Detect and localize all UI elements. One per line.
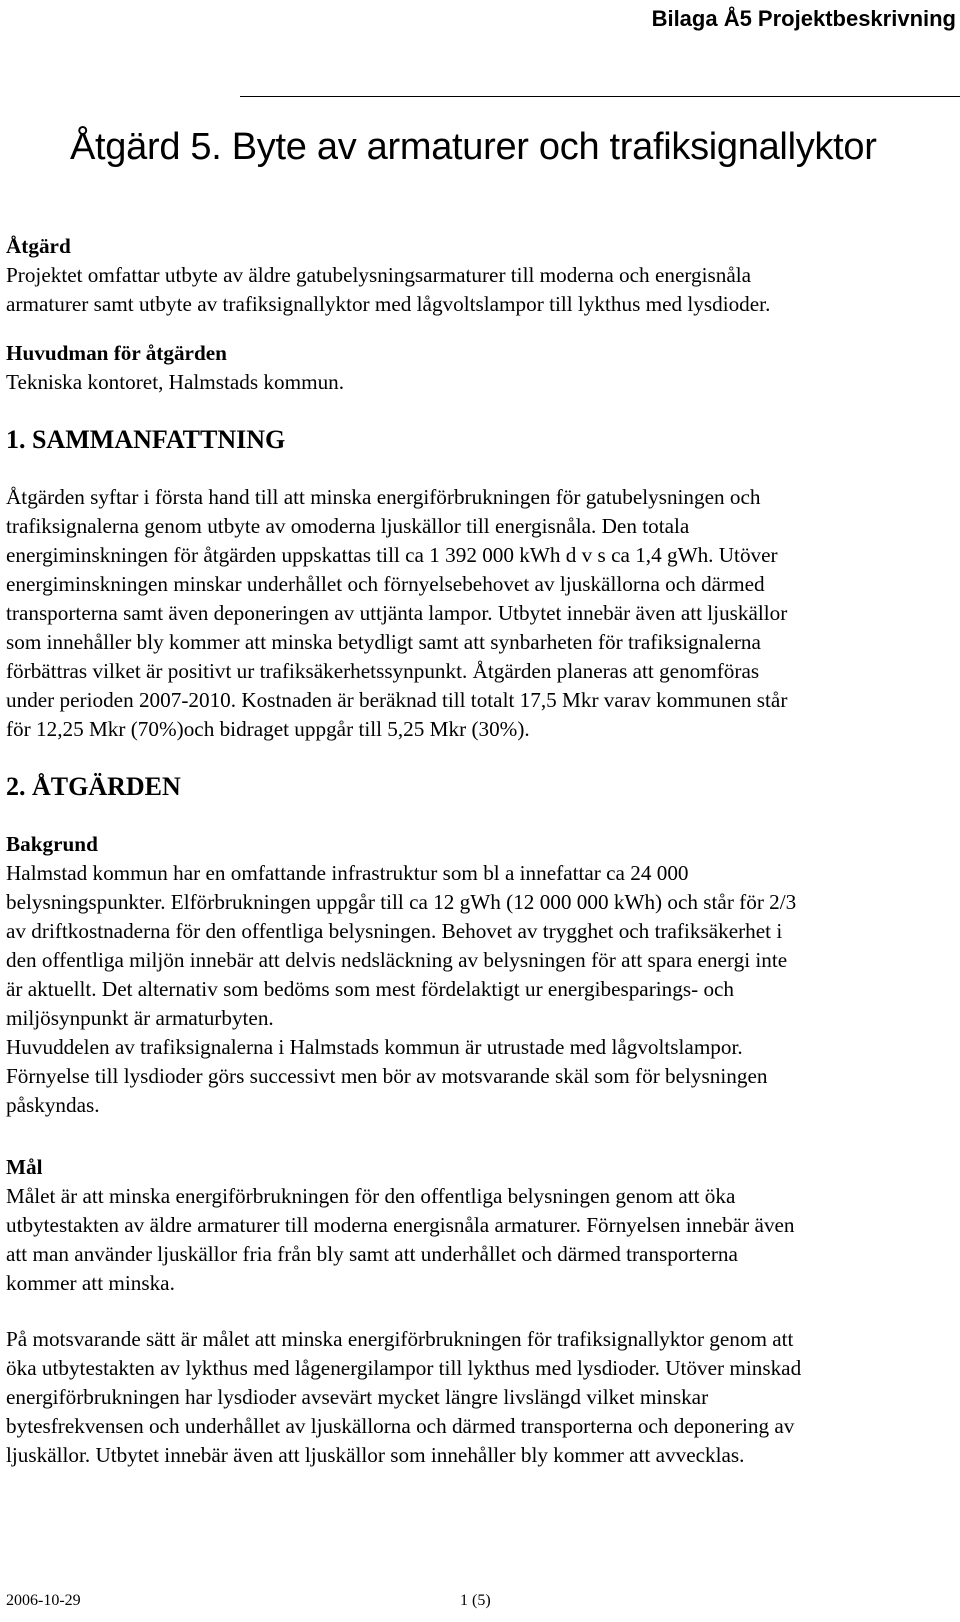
- sammanfattning-line: under perioden 2007-2010. Kostnaden är beräknad till totalt 17,5 Mkr varav kommunen står: [6, 688, 788, 712]
- atgard-line: Projektet omfattar utbyte av äldre gatubelysningsarmaturer till moderna och energisnåla: [6, 263, 752, 287]
- mal-line: bytesfrekvensen och underhållet av ljuskällorna och därmed transporterna och deponering av: [6, 1414, 795, 1438]
- document-title: Åtgärd 5. Byte av armaturer och trafiksignallyktor: [70, 126, 877, 168]
- bakgrund-line: Huvuddelen av trafiksignalerna i Halmstads kommun är utrustade med lågvoltslampor.: [6, 1035, 743, 1059]
- bakgrund-line: Halmstad kommun har en omfattande infrastruktur som bl a innefattar ca 24 000: [6, 861, 689, 885]
- bakgrund-line: miljösynpunkt är armaturbyten.: [6, 1006, 274, 1030]
- sammanfattning-line: transporterna samt även deponeringen av uttjänta lampor. Utbytet innebär även att ljuskällor: [6, 601, 788, 625]
- sammanfattning-line: energiminskningen minskar underhållet och förnyelsebehovet av ljuskällorna och därmed: [6, 572, 765, 596]
- sammanfattning-line: som innehåller bly kommer att minska betydligt samt att synbarheten för trafiksignalerna: [6, 630, 761, 654]
- section-heading-sammanfattning: 1. SAMMANFATTNING: [6, 425, 286, 454]
- atgard-line: armaturer samt utbyte av trafiksignallyktor med lågvoltslampor till lykthus med lysdioder.: [6, 292, 771, 316]
- atgard-heading: Åtgärd: [6, 234, 71, 258]
- mal-line: energiförbrukningen har lysdioder avsevärt mycket längre livslängd vilket minskar: [6, 1385, 709, 1409]
- mal-line: Målet är att minska energiförbrukningen för den offentliga belysningen genom att öka: [6, 1184, 736, 1208]
- sammanfattning-line: energiminskningen för åtgärden uppskattas till ca 1 392 000 kWh d v s ca 1,4 gWh. Utöver: [6, 543, 778, 567]
- header-divider: [240, 96, 960, 97]
- bakgrund-line: påskyndas.: [6, 1093, 100, 1117]
- mal-line: På motsvarande sätt är målet att minska energiförbrukningen för trafiksignallyktor genom att: [6, 1327, 794, 1351]
- mal-line: utbytestakten av äldre armaturer till moderna energisnåla armaturer. Förnyelsen innebär även: [6, 1213, 795, 1237]
- sammanfattning-line: för 12,25 Mkr (70%)och bidraget uppgår till 5,25 Mkr (30%).: [6, 717, 530, 741]
- mal-line: att man använder ljuskällor fria från bly samt att underhållet och därmed transporterna: [6, 1242, 738, 1266]
- mal-line: öka utbytestakten av lykthus med lågenergilampor till lykthus med lysdioder. Utöver minskad: [6, 1356, 802, 1380]
- huvudman-heading: Huvudman för åtgärden: [6, 341, 227, 365]
- footer-page-number: 1 (5): [460, 1592, 491, 1609]
- huvudman-text: Tekniska kontoret, Halmstads kommun.: [6, 370, 345, 394]
- bakgrund-line: belysningspunkter. Elförbrukningen uppgår till ca 12 gWh (12 000 000 kWh) och står för 2/3: [6, 890, 797, 914]
- section-heading-atgarden: 2. ÅTGÄRDEN: [6, 772, 181, 801]
- footer-date: 2006-10-29: [6, 1592, 81, 1609]
- document-body: [6, 232, 956, 1470]
- sammanfattning-line: trafiksignalerna genom utbyte av omoderna ljuskällor till energisnåla. Den totala: [6, 514, 690, 538]
- mal-line: ljuskällor. Utbytet innebär även att ljuskällor som innehåller bly kommer att avvecklas.: [6, 1443, 745, 1467]
- sammanfattning-line: förbättras vilket är positivt ur trafiksäkerhetssynpunkt. Åtgärden planeras att genomföras: [6, 659, 760, 683]
- bakgrund-line: är aktuellt. Det alternativ som bedöms som mest fördelaktigt ur energibesparings- och: [6, 977, 735, 1001]
- bakgrund-heading: Bakgrund: [6, 832, 98, 856]
- mal-heading: Mål: [6, 1155, 43, 1179]
- bakgrund-line: av driftkostnaderna för den offentliga belysningen. Behovet av trygghet och trafiksäkerhet i: [6, 919, 783, 943]
- header-title: Bilaga Å5 Projektbeskrivning: [651, 6, 956, 31]
- bakgrund-line: den offentliga miljön innebär att delvis nedsläckning av belysningen för att spara energi inte: [6, 948, 788, 972]
- sammanfattning-line: Åtgärden syftar i första hand till att minska energiförbrukningen för gatubelysningen och: [6, 485, 761, 509]
- mal-line: kommer att minska.: [6, 1271, 175, 1295]
- bakgrund-line: Förnyelse till lysdioder görs successivt men bör av motsvarande skäl som för belysningen: [6, 1064, 768, 1088]
